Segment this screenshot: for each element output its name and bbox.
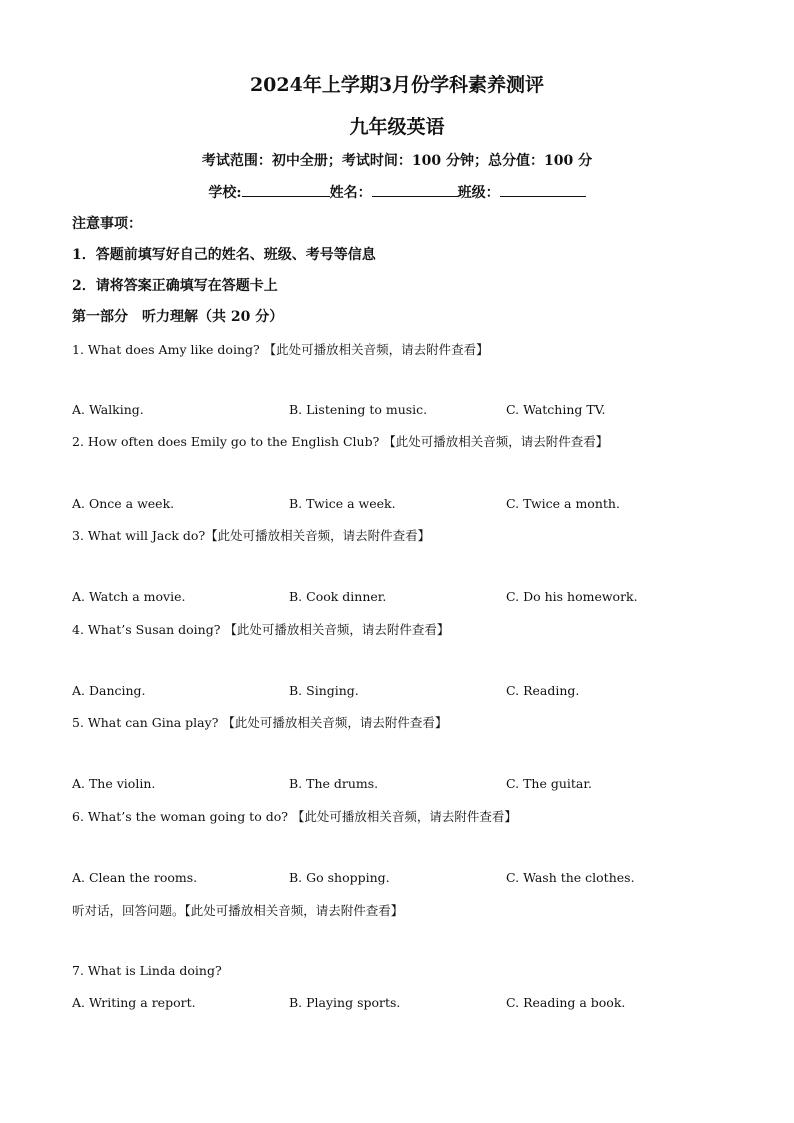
option-c: C. The guitar. — [506, 776, 592, 791]
notes-heading: 注意事项： — [72, 216, 142, 232]
school-blank — [242, 182, 330, 197]
option-b: B. Playing sports. — [289, 995, 401, 1010]
option-c: C. Twice a month. — [506, 496, 620, 511]
option-a: A. Watch a movie. — [72, 589, 186, 604]
exam-subtitle: 九年级英语 — [349, 116, 445, 138]
option-b: B. Cook dinner. — [289, 589, 387, 604]
option-b: B. Twice a week. — [289, 496, 396, 511]
question-text: 3. What will Jack do?【此处可播放相关音频，请去附件查看】 — [72, 528, 431, 543]
question-text: 2. How often does Emily go to the English Club? 【此处可播放相关音频，请去附件查看】 — [72, 434, 609, 449]
dialogue-intro: 听对话，回答问题。【此处可播放相关音频，请去附件查看】 — [72, 903, 404, 918]
option-a: A. The violin. — [72, 776, 156, 791]
name-blank — [372, 182, 458, 197]
question-text: 1. What does Amy like doing? 【此处可播放相关音频，请去附件查看】 — [72, 342, 489, 357]
question-text: 4. What’s Susan doing? 【此处可播放相关音频，请去附件查看】 — [72, 622, 450, 637]
option-a: A. Once a week. — [72, 496, 175, 511]
student-info-line — [0, 182, 794, 202]
question-text: 6. What’s the woman going to do? 【此处可播放相关音频，请去附件查看】 — [72, 809, 517, 824]
option-a: A. Clean the rooms. — [72, 870, 198, 885]
class-blank — [500, 182, 586, 197]
option-b: B. The drums. — [289, 776, 379, 791]
name-label: 姓名： — [329, 185, 372, 201]
option-a: A. Walking. — [72, 402, 144, 417]
option-b: B. Go shopping. — [289, 870, 390, 885]
option-c: C. Watching TV. — [506, 402, 606, 417]
note-item: 2．请将答案正确填写在答题卡上 — [72, 278, 278, 294]
option-a: A. Writing a report. — [72, 995, 196, 1010]
exam-info: 考试范围：初中全册；考试时间：100 分钟；总分值：100 分 — [201, 153, 593, 169]
note-item: 1．答题前填写好自己的姓名、班级、考号等信息 — [72, 247, 376, 263]
option-c: C. Reading. — [506, 683, 580, 698]
option-c: C. Reading a book. — [506, 995, 626, 1010]
section-title: 第一部分 听力理解（共 20 分） — [72, 309, 284, 325]
exam-title: 2024年上学期3月份学科素养测评 — [249, 74, 545, 96]
option-c: C. Do his homework. — [506, 589, 638, 604]
option-c: C. Wash the clothes. — [506, 870, 635, 885]
option-b: B. Listening to music. — [289, 402, 428, 417]
question-text: 7. What is Linda doing? — [72, 963, 222, 978]
option-b: B. Singing. — [289, 683, 359, 698]
question-text: 5. What can Gina play? 【此处可播放相关音频，请去附件查看】 — [72, 715, 448, 730]
school-label: 学校: — [208, 185, 242, 201]
option-a: A. Dancing. — [72, 683, 146, 698]
class-label: 班级： — [457, 185, 500, 201]
